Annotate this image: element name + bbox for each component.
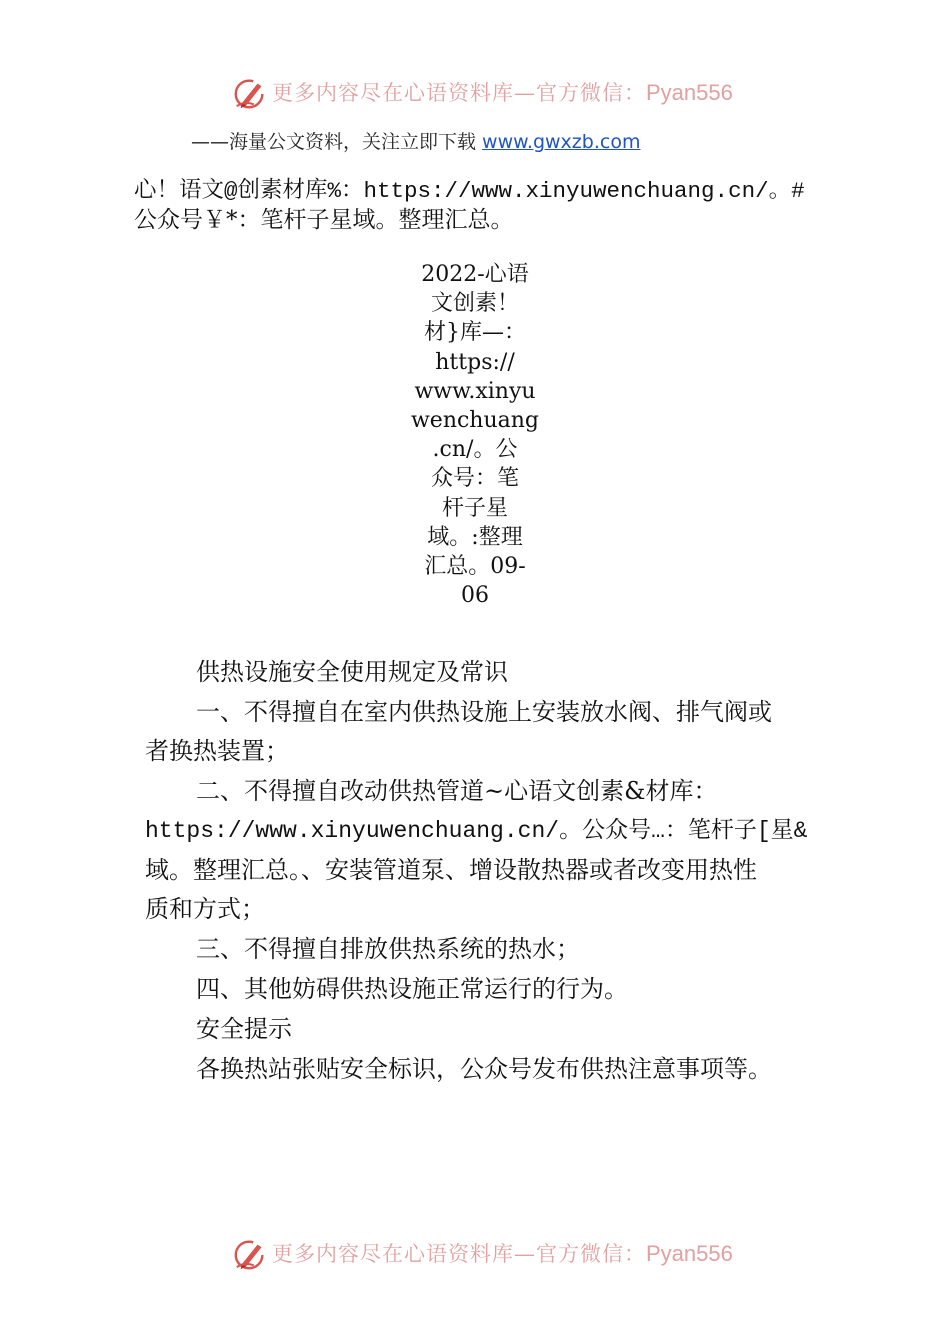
center-line: 汇总。09- [424, 554, 526, 580]
banner-wechat-id: Pyan556 [646, 1241, 733, 1266]
center-line: 材}库—： [424, 320, 526, 346]
doc-heading: 供热设施安全使用规定及常识 [196, 658, 508, 686]
body-line: 三、不得擅自排放供热系统的热水； [196, 935, 580, 963]
center-line: 2022-心语 [421, 262, 529, 287]
subtitle [191, 127, 640, 154]
footer-banner [0, 1233, 950, 1277]
banner-slogan: 更多内容尽在心语资料库—官方微信： [272, 81, 646, 105]
center-line: 杆子星 [441, 495, 508, 521]
center-line: wenchuang [410, 408, 540, 434]
fountain-pen-logo-icon [231, 74, 269, 112]
subtitle-link[interactable]: www.gwxzb.com [482, 131, 641, 153]
center-block [375, 260, 575, 610]
center-line: 域。:整理 [427, 524, 523, 550]
fountain-pen-logo-icon [231, 1235, 269, 1273]
body-line: https://www.xinyuwenchuang.cn/。公众号…：笔杆子[星& [145, 818, 808, 844]
body-line: 二、不得擅自改动供热管道~心语文创素&材库： [196, 777, 718, 805]
banner-wechat-id: Pyan556 [646, 80, 733, 105]
body-line: 者换热装置； [145, 737, 289, 765]
center-line: https:// [435, 349, 515, 375]
banner-text [272, 77, 733, 107]
top-line-2: 公众号￥*：笔杆子星域。整理汇总。 [134, 207, 514, 233]
section-heading: 安全提示 [196, 1015, 292, 1043]
top-line-1: 心！语文@创素材库%：https://www.xinyuwenchuang.cn/。# [134, 178, 805, 204]
header-banner [0, 72, 950, 116]
body-line: 四、其他妨碍供热设施正常运行的行为。 [196, 975, 628, 1003]
center-line: 文创素！ [430, 291, 519, 317]
center-line: .cn/。公 [432, 437, 518, 463]
body-line: 域。整理汇总。、安装管道泵、增设散热器或者改变用热性 [145, 856, 757, 884]
center-line: 06 [461, 583, 489, 609]
body-line: 一、不得擅自在室内供热设施上安装放水阀、排气阀或 [196, 698, 772, 726]
body-line: 各换热站张贴安全标识，公众号发布供热注意事项等。 [196, 1055, 772, 1083]
banner-text [272, 1238, 733, 1268]
center-line: www.xinyu [414, 378, 536, 404]
subtitle-text: ——海量公文资料，关注立即下载 [191, 131, 483, 153]
banner-slogan: 更多内容尽在心语资料库—官方微信： [272, 1242, 646, 1266]
body-line: 质和方式； [145, 895, 265, 923]
center-line: 众号：笔 [430, 466, 519, 492]
